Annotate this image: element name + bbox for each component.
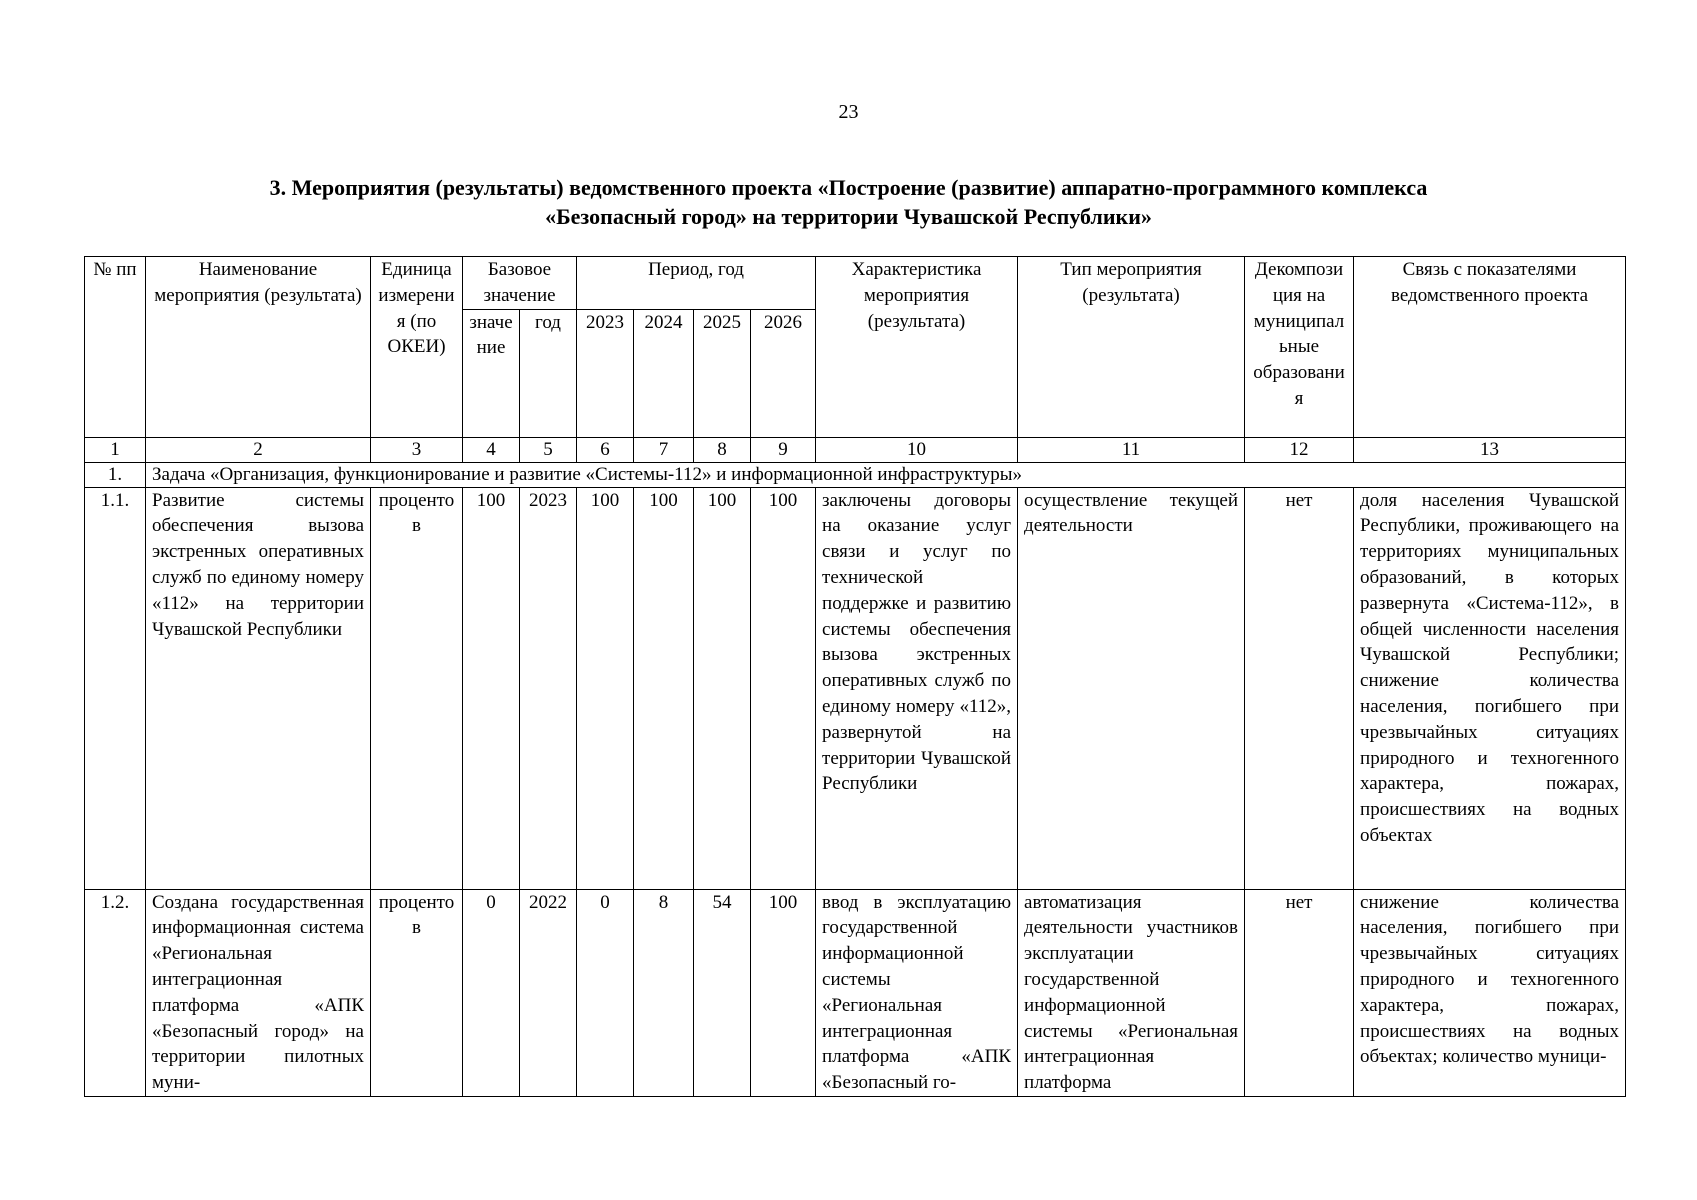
col-number: 1 — [85, 437, 146, 462]
row-characteristic: ввод в эксплуатацию государственной информационной системы «Региональная интеграционная платформа «АПК «Безопасный го- — [816, 889, 1018, 1096]
task-label: Задача «Организация, функционирование и развитие «Системы-112» и информационной инфраструктуры» — [152, 463, 1023, 485]
header-row-1 — [85, 257, 1626, 310]
col-number: 7 — [634, 437, 694, 462]
col-number: 12 — [1245, 437, 1354, 462]
row-unit: процентов — [371, 889, 463, 1096]
row-link: доля населения Чувашской Республики, проживающего на территориях муниципальных образований, в которых развернута «Система-112», в общей численности населения Чувашской Республики; снижение количества населения, погибшего при чрезвычайных ситуациях природного и техногенного характера, пожарах, происшествиях на водных объектах — [1354, 487, 1626, 889]
task-num: 1. — [85, 462, 146, 487]
row-2023: 100 — [577, 487, 634, 889]
title-line-1: 3. Мероприятия (результаты) ведомственного проекта «Построение (развитие) аппаратно-программного комплекса — [269, 175, 1428, 200]
header-characteristic: Характеристика мероприятия (результата) — [816, 257, 1018, 438]
col-number: 4 — [463, 437, 520, 462]
header-period: Период, год — [577, 257, 816, 310]
row-num: 1.1. — [85, 487, 146, 889]
task-text — [146, 462, 1626, 487]
row-characteristic: заключены договоры на оказание услуг связи и услуг по технической поддержке и развитию системы обеспечения вызова экстренных оперативных служб по единому номеру «112», развернутой на территории Чувашской Республики — [816, 487, 1018, 889]
row-2023: 0 — [577, 889, 634, 1096]
header-decomposition: Декомпозиция на муниципальные образования — [1245, 257, 1354, 438]
header-year-2023: 2023 — [577, 309, 634, 437]
header-year-2025: 2025 — [694, 309, 751, 437]
table-row — [85, 487, 1626, 889]
row-num: 1.2. — [85, 889, 146, 1096]
header-num: № пп — [85, 257, 146, 438]
header-base-value: значение — [463, 309, 520, 437]
row-base-year: 2022 — [520, 889, 577, 1096]
header-name: Наименование мероприятия (результата) — [146, 257, 371, 438]
row-base-year: 2023 — [520, 487, 577, 889]
col-number: 11 — [1018, 437, 1245, 462]
col-number: 5 — [520, 437, 577, 462]
header-year-2026: 2026 — [751, 309, 816, 437]
col-number: 2 — [146, 437, 371, 462]
row-type: осуществление текущей деятельности — [1018, 487, 1245, 889]
row-type: автоматизация деятельности участников эксплуатации государственной информационной системы «Региональная интеграционная платформа — [1018, 889, 1245, 1096]
row-decomposition: нет — [1245, 487, 1354, 889]
col-number: 8 — [694, 437, 751, 462]
table-row — [85, 889, 1626, 1096]
row-base-value: 0 — [463, 889, 520, 1096]
header-year-2024: 2024 — [634, 309, 694, 437]
activities-table — [84, 256, 1626, 1097]
title-line-2: «Безопасный город» на территории Чувашской Республики» — [545, 204, 1152, 229]
row-2024: 100 — [634, 487, 694, 889]
row-base-value: 100 — [463, 487, 520, 889]
header-type: Тип мероприятия (результата) — [1018, 257, 1245, 438]
col-number: 6 — [577, 437, 634, 462]
row-2026: 100 — [751, 487, 816, 889]
row-2026: 100 — [751, 889, 816, 1096]
col-number: 13 — [1354, 437, 1626, 462]
row-name: Создана государственная информационная система «Региональная интеграционная платформа «АПК «Безопасный город» на территории пилотных муни- — [146, 889, 371, 1096]
row-name: Развитие системы обеспечения вызова экстренных оперативных служб по единому номеру «112» на территории Чувашской Республики — [146, 487, 371, 889]
header-base: Базовое значение — [463, 257, 577, 310]
column-numbers-row — [85, 437, 1626, 462]
col-number: 9 — [751, 437, 816, 462]
document-title — [100, 173, 1597, 231]
row-2025: 100 — [694, 487, 751, 889]
header-base-year: год — [520, 309, 577, 437]
task-row — [85, 462, 1626, 487]
row-2024: 8 — [634, 889, 694, 1096]
col-number: 10 — [816, 437, 1018, 462]
row-2025: 54 — [694, 889, 751, 1096]
page-number: 23 — [838, 101, 859, 123]
header-link: Связь с показателями ведомственного проекта — [1354, 257, 1626, 438]
col-number: 3 — [371, 437, 463, 462]
row-link: снижение количества населения, погибшего при чрезвычайных ситуациях природного и техногенного характера, пожарах, происшествиях на водных объектах; количество муници- — [1354, 889, 1626, 1096]
row-decomposition: нет — [1245, 889, 1354, 1096]
row-unit: процентов — [371, 487, 463, 889]
header-unit: Единица измерения (по ОКЕИ) — [371, 257, 463, 438]
